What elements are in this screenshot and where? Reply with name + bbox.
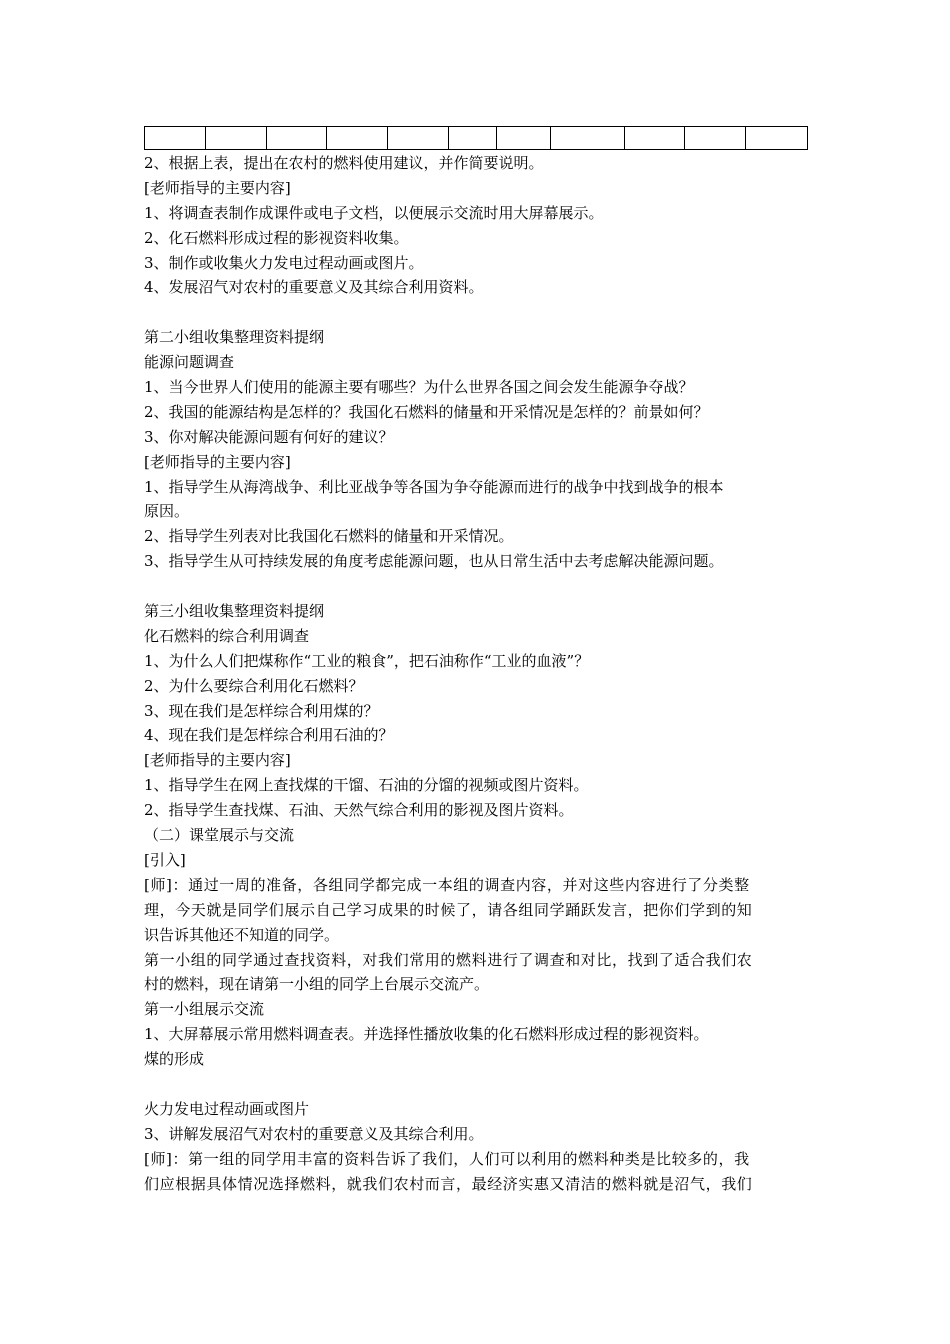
- text-line: 3、讲解发展沼气对农村的重要意义及其综合利用。: [144, 1124, 484, 1143]
- text-line: 火力发电过程动画或图片: [144, 1099, 310, 1118]
- text-line: 3、你对解决能源问题有何好的建议？: [144, 427, 394, 446]
- text-line: 能源问题调查: [144, 353, 235, 372]
- table-cell: [327, 127, 388, 149]
- table-cell: [746, 127, 807, 149]
- table-cell: [267, 127, 328, 149]
- text-line: 2、化石燃料形成过程的影视资料收集。: [144, 228, 409, 247]
- text-line: 第三小组收集整理资料提纲: [144, 602, 325, 621]
- table-cell: [497, 127, 551, 149]
- text-line: （二）课堂展示与交流: [144, 826, 295, 845]
- table-cell: [551, 127, 625, 149]
- table-cell: [685, 127, 746, 149]
- text-line: 2、指导学生查找煤、石油、天然气综合利用的影视及图片资料。: [144, 801, 574, 820]
- blank-line: [144, 574, 812, 599]
- text-line: 煤的形成: [144, 1050, 205, 1069]
- text-line: 2、指导学生列表对比我国化石燃料的储量和开采情况。: [144, 527, 514, 546]
- text-line: 3、指导学生从可持续发展的角度考虑能源问题，也从日常生活中去考虑解决能源问题。: [144, 552, 724, 571]
- text-line: [引入]: [144, 850, 186, 869]
- text-line: 理，今天就是同学们展示自己学习成果的时候了，请各组同学踊跃发言，把你们学到的知: [144, 900, 753, 919]
- text-line: 1、大屏幕展示常用燃料调查表。并选择性播放收集的化石燃料形成过程的影视资料。: [144, 1025, 709, 1044]
- text-line: [师]：第一组的同学用丰富的资料告诉了我们，人们可以利用的燃料种类是比较多的，我: [144, 1149, 750, 1168]
- text-line: 4、现在我们是怎样综合利用石油的？: [144, 726, 394, 745]
- text-line: 1、当今世界人们使用的能源主要有哪些？为什么世界各国之间会发生能源争夺战？: [144, 378, 694, 397]
- blank-line: [144, 300, 812, 325]
- text-line: 们应根据具体情况选择燃料，就我们农村而言，最经济实惠又清洁的燃料就是沼气，我们: [144, 1174, 753, 1193]
- text-line: 2、根据上表，提出在农村的燃料使用建议，并作简要说明。: [144, 154, 544, 172]
- text-line: 2、我国的能源结构是怎样的？我国化石燃料的储量和开采情况是怎样的？前景如何？: [144, 402, 709, 421]
- text-line: [老师指导的主要内容]: [144, 178, 291, 197]
- text-line: 2、为什么要综合利用化石燃料？: [144, 676, 364, 695]
- text-line: [老师指导的主要内容]: [144, 452, 291, 471]
- text-line: 3、制作或收集火力发电过程动画或图片。: [144, 253, 424, 272]
- table-cell: [449, 127, 497, 149]
- text-line: 1、指导学生在网上查找煤的干馏、石油的分馏的视频或图片资料。: [144, 776, 589, 795]
- table-cell: [388, 127, 449, 149]
- text-line: 3、现在我们是怎样综合利用煤的？: [144, 701, 379, 720]
- text-line: [师]：通过一周的准备，各组同学都完成一本组的调查内容，并对这些内容进行了分类整: [144, 875, 750, 894]
- text-line: [老师指导的主要内容]: [144, 751, 291, 770]
- fuel-survey-table-row: [144, 126, 808, 150]
- text-line: 化石燃料的综合利用调查: [144, 626, 310, 645]
- table-cell: [206, 127, 267, 149]
- text-line: 1、为什么人们把煤称作“工业的粮食”，把石油称作“工业的血液”？: [144, 651, 590, 670]
- document-body: [144, 151, 812, 1196]
- text-line: 1、指导学生从海湾战争、利比亚战争等各国为争夺能源而进行的战争中找到战争的根本: [144, 477, 724, 496]
- text-line: 识告诉其他还不知道的同学。: [144, 925, 340, 944]
- text-line: 第二小组收集整理资料提纲: [144, 328, 325, 347]
- table-cell: [625, 127, 686, 149]
- text-line: 原因。: [144, 502, 190, 521]
- text-line: 第一小组展示交流: [144, 1000, 265, 1019]
- text-line: 4、发展沼气对农村的重要意义及其综合利用资料。: [144, 278, 484, 297]
- table-cell: [145, 127, 206, 149]
- blank-line: [144, 1072, 812, 1097]
- text-line: 第一小组的同学通过查找资料，对我们常用的燃料进行了调查和对比，找到了适合我们农: [144, 950, 753, 969]
- text-line: 1、将调查表制作成课件或电子文档，以便展示交流时用大屏幕展示。: [144, 203, 604, 222]
- text-line: 村的燃料，现在请第一小组的同学上台展示交流产。: [144, 975, 490, 994]
